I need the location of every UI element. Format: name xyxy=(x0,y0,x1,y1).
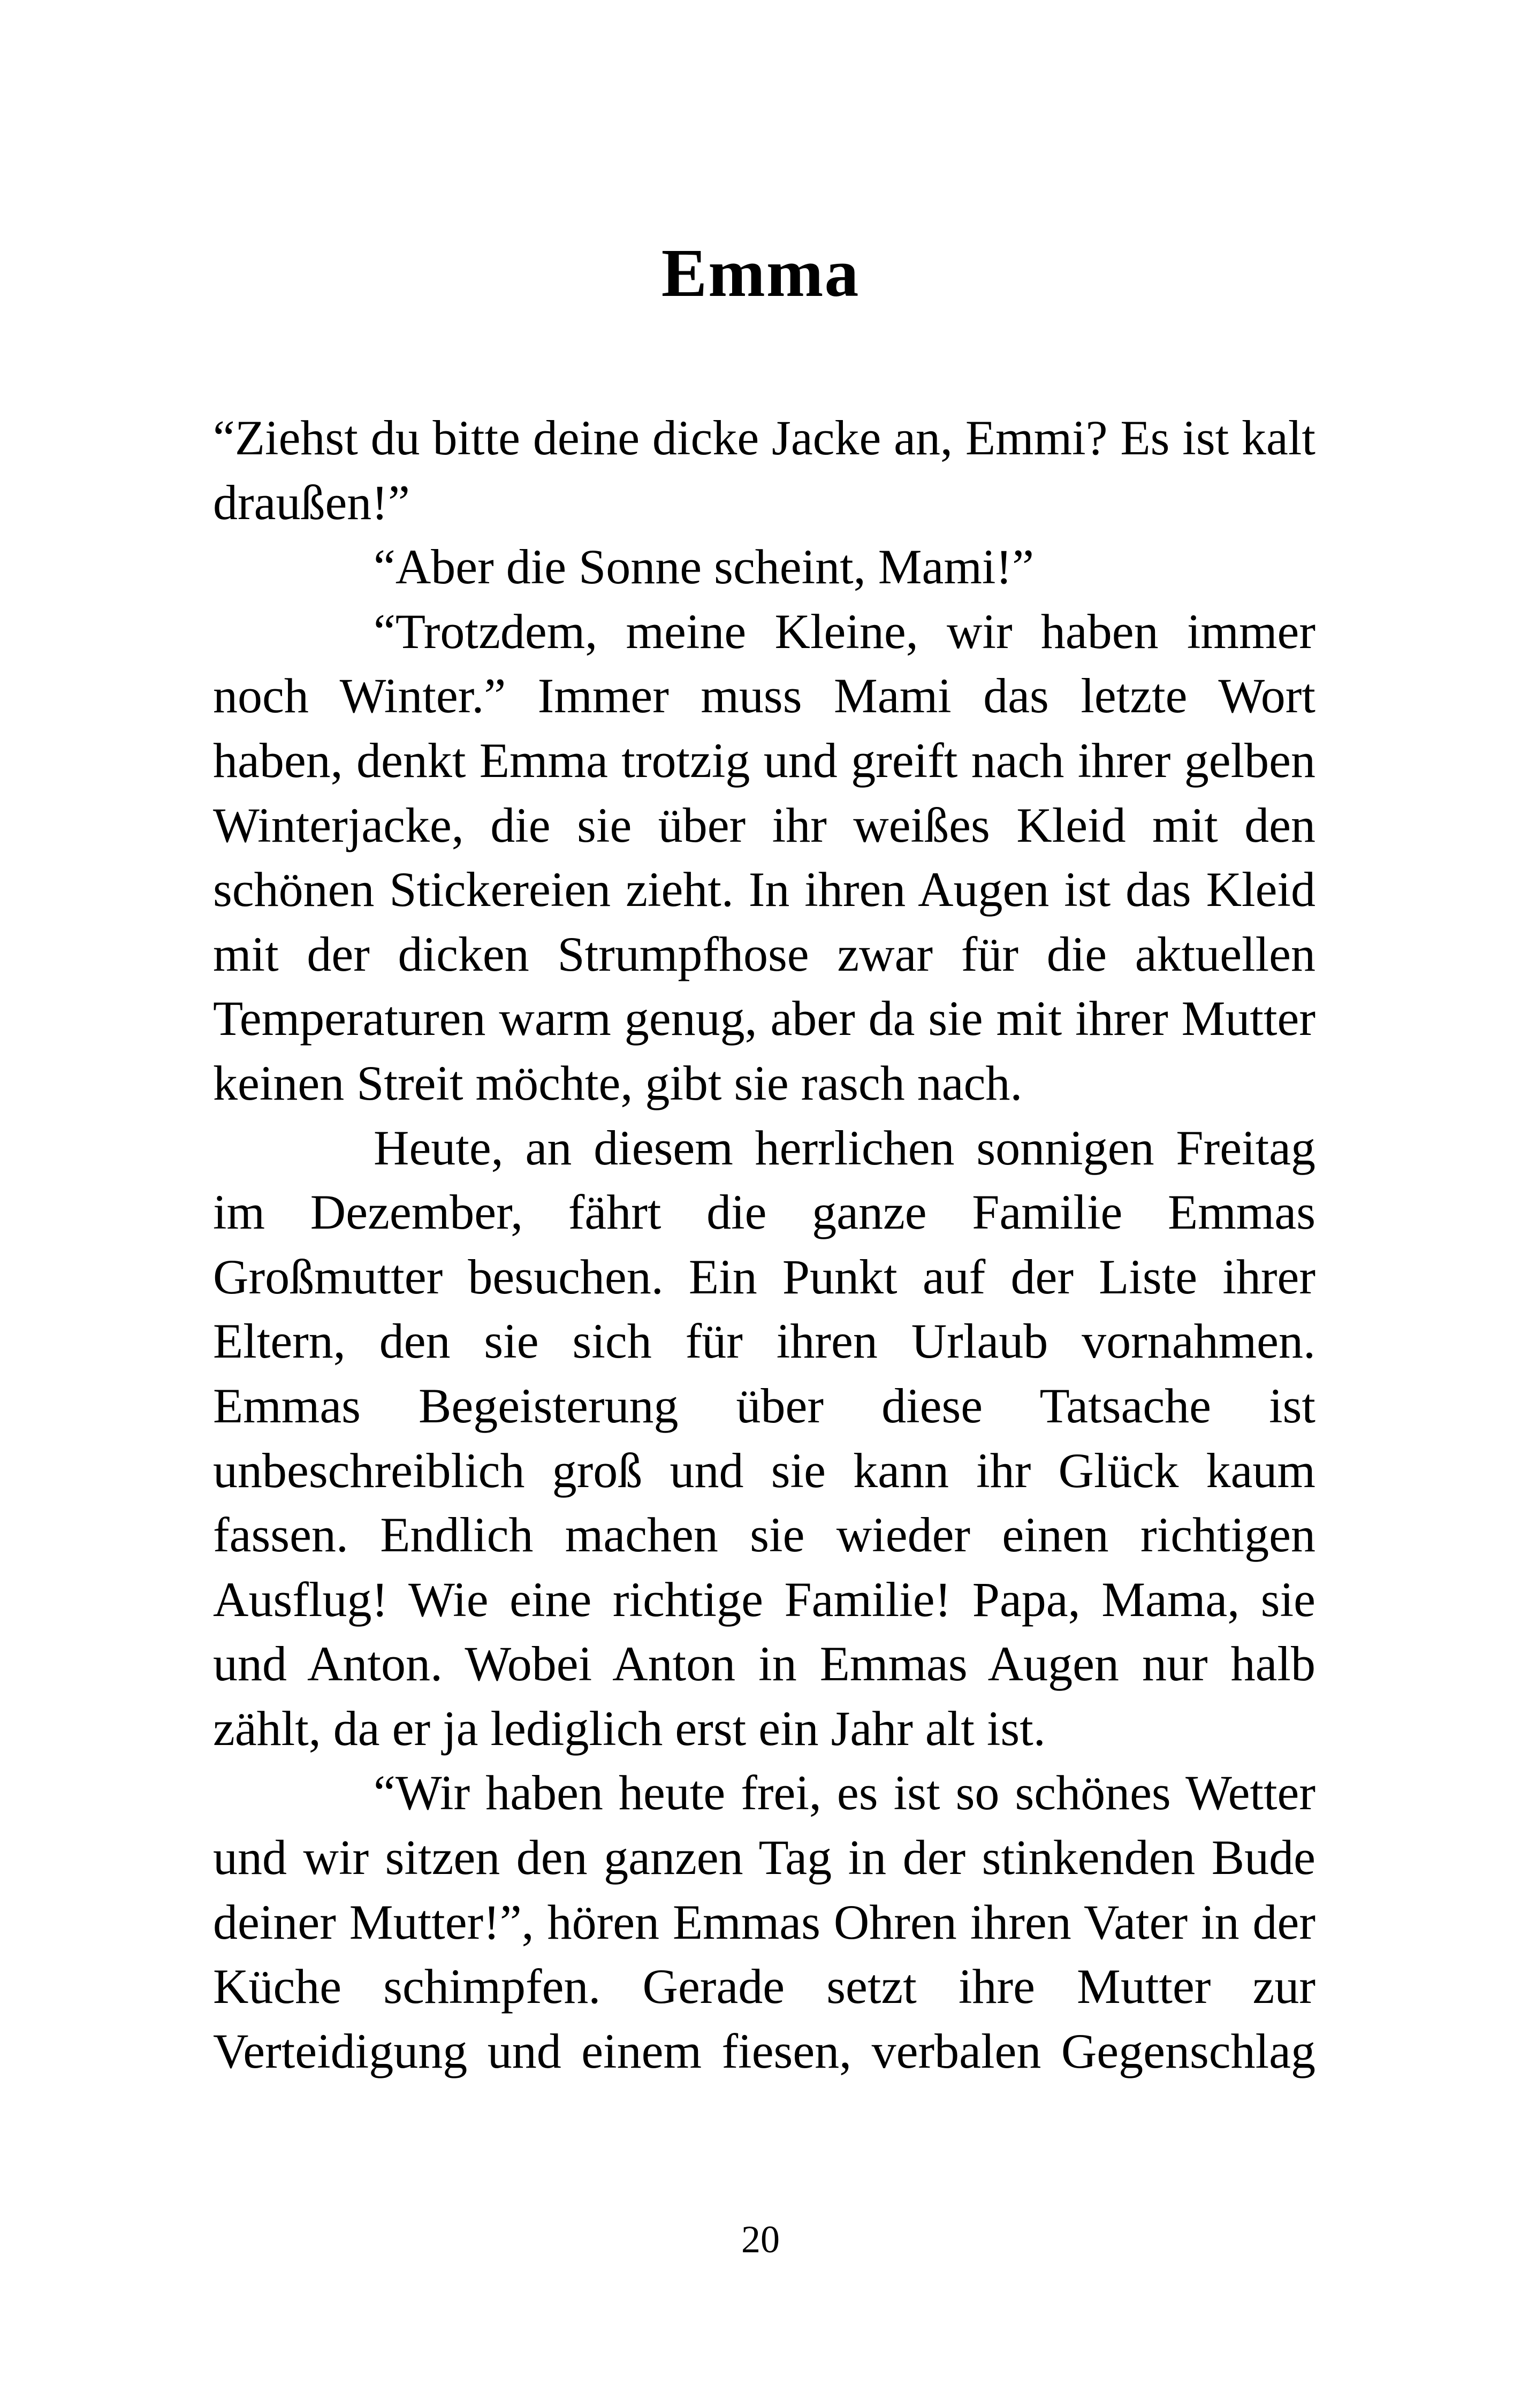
paragraph-4: Heute, an diesem herrlichen sonnigen Freitag im Dezember, fährt die ganze Familie Emmas Großmutter besuchen. Ein Punkt auf der Liste ihrer Eltern, den sie sich für ihren Urlaub vornahmen. Emmas Begeisterung über diese Tatsache ist unbeschreiblich groß und sie kann ihr Glück kaum fassen. Endlich machen sie wieder einen richtigen Ausflug! Wie eine richtige Familie! Papa, Mama, sie und Anton. Wobei Anton in Emmas Augen nur halb zählt, da er ja lediglich erst ein Jahr alt ist. xyxy=(213,1120,1315,1756)
chapter-title: Emma xyxy=(661,235,860,311)
paragraph-2: “Aber die Sonne scheint, Mami!” xyxy=(374,539,1034,595)
paragraph-1: “Ziehst du bitte deine dicke Jacke an, Emmi? Es ist kalt draußen!” xyxy=(213,410,1315,530)
body-text xyxy=(213,406,1315,2083)
page-number: 20 xyxy=(741,2218,780,2261)
paragraph-5: “Wir haben heute frei, es ist so schönes Wetter und wir sitzen den ganzen Tag in der stinkenden Bude deiner Mutter!”, hören Emmas Ohren ihren Vater in der Küche schimpfen. Gerade setzt ihre Mutter zur Verteidigung und einem fiesen, verbalen Gegenschlag xyxy=(213,1765,1315,2078)
paragraph-3: “Trotzdem, meine Kleine, wir haben immer noch Winter.” Immer muss Mami das letzte Wort haben, denkt Emma trotzig und greift nach ihrer gelben Winterjacke, die sie über ihr weißes Kleid mit den schönen Stickereien zieht. In ihren Augen ist das Kleid mit der dicken Strumpfhose zwar für die aktuellen Temperaturen warm genug, aber da sie mit ihrer Mutter keinen Streit möchte, gibt sie rasch nach. xyxy=(213,604,1315,1110)
